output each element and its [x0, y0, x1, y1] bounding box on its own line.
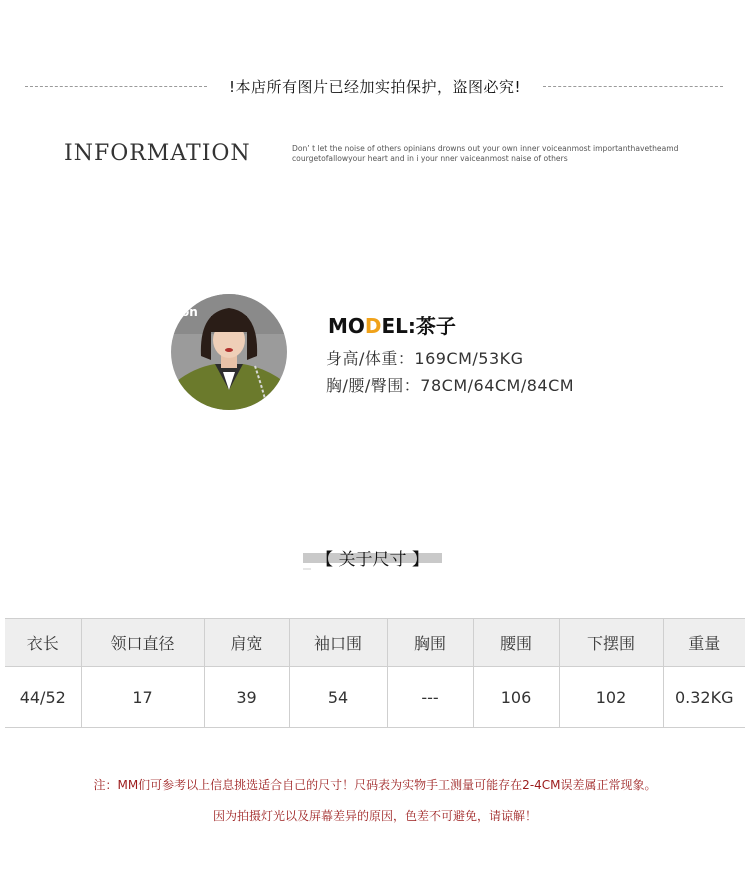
header-hem: 下摆围 — [559, 619, 663, 667]
header-neck-diameter: 领口直径 — [81, 619, 204, 667]
size-note: 注：MM们可参考以上信息挑选适合自己的尺寸！尺码表为实物手工测量可能存在2-4CM误差属正常现象。 — [93, 778, 657, 792]
size-heading-underline — [303, 568, 311, 570]
size-table-header-row — [5, 619, 745, 667]
header-weight: 重量 — [663, 619, 745, 667]
svg-text:on: on — [181, 305, 198, 319]
header-shoulder: 肩宽 — [204, 619, 289, 667]
value-chest: --- — [387, 667, 473, 728]
model-height-weight: 身高/体重：169CM/53KG — [326, 349, 524, 368]
header-cuff: 袖口围 — [289, 619, 387, 667]
size-table — [5, 618, 745, 728]
copyright-notice: !本店所有图片已经加实拍保护，盗图必究! — [0, 76, 750, 97]
model-measurements: 胸/腰/臀围：78CM/64CM/84CM — [326, 376, 575, 395]
value-neck-diameter: 17 — [81, 667, 204, 728]
value-weight: 0.32KG — [663, 667, 745, 728]
color-note: 因为拍摄灯光以及屏幕差异的原因，色差不可避免，请谅解！ — [212, 809, 537, 823]
value-hem: 102 — [559, 667, 663, 728]
model-avatar — [171, 294, 287, 410]
size-table-value-row — [5, 667, 745, 728]
value-length: 44/52 — [5, 667, 81, 728]
model-name: MODEL:茶子 — [328, 314, 456, 338]
value-shoulder: 39 — [204, 667, 289, 728]
value-waist: 106 — [473, 667, 559, 728]
information-line-1: Don’ t let the noise of others opinians drowns out your own inner voiceanmost importanthavetheamd — [292, 144, 679, 153]
information-title: INFORMATION — [64, 141, 251, 166]
information-text — [292, 144, 712, 164]
value-cuff: 54 — [289, 667, 387, 728]
header-chest: 胸围 — [387, 619, 473, 667]
header-waist: 腰围 — [473, 619, 559, 667]
header-length: 衣长 — [5, 619, 81, 667]
information-line-2: courgetofallowyour heart and in i your nner vaiceanmost naise of others — [292, 154, 568, 163]
size-heading: 【 关于尺寸 】 — [316, 550, 429, 570]
model-avatar-image — [171, 294, 287, 410]
